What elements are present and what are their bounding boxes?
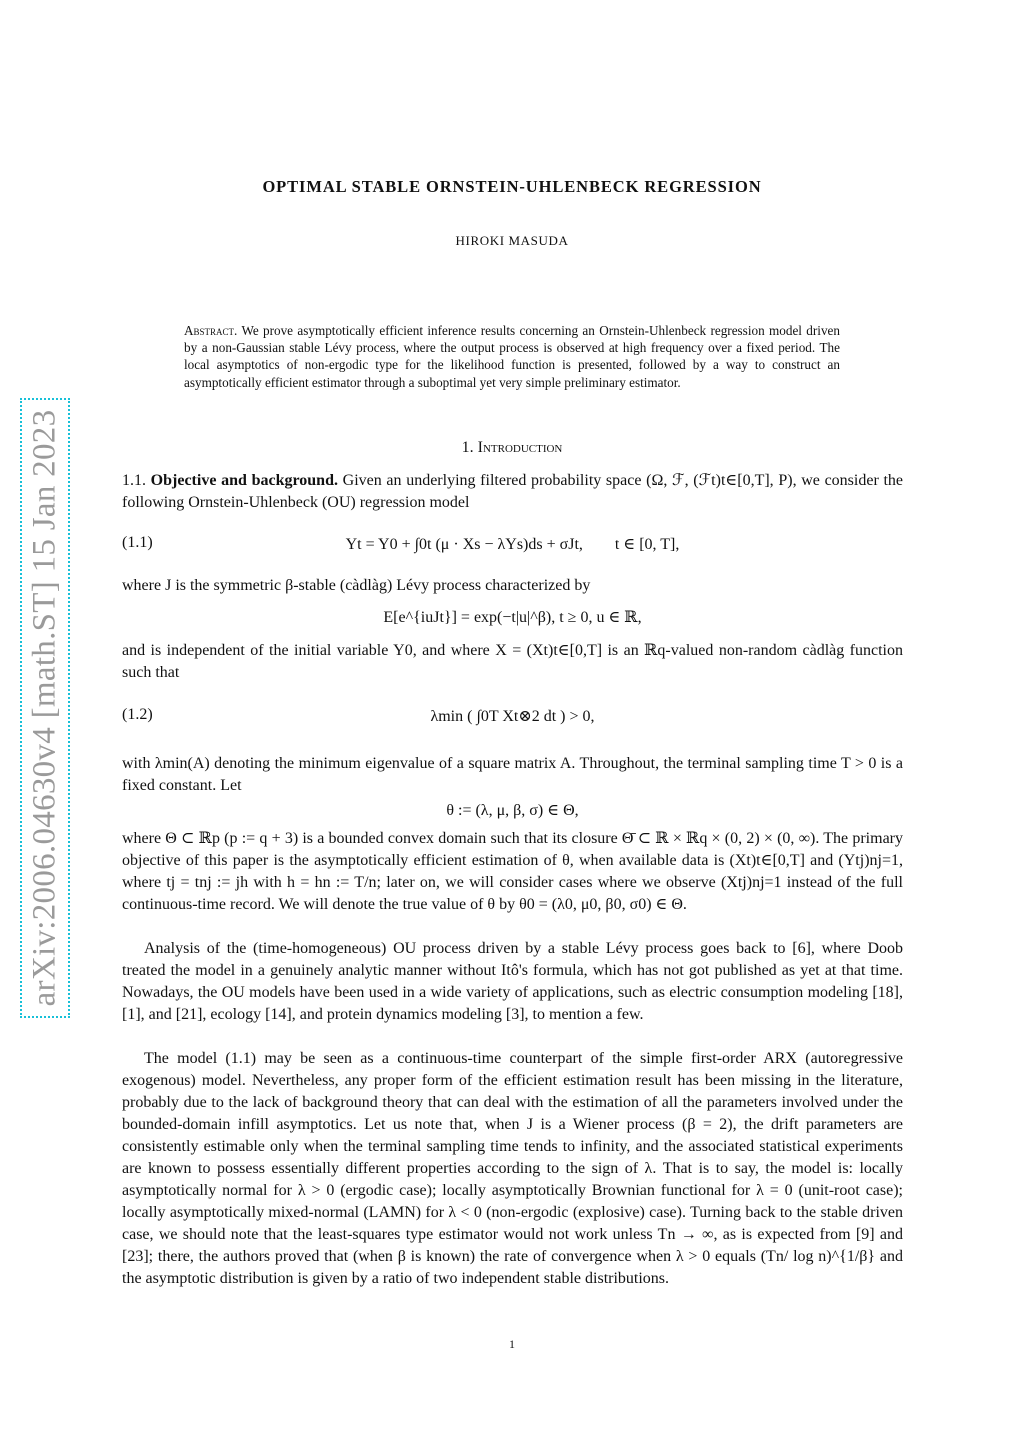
equation-theta-body: θ := (λ, μ, β, σ) ∈ Θ, <box>446 802 579 819</box>
paragraph-2-text: Analysis of the (time-homogeneous) OU process driven by a stable Lévy process goes back to [6], where Doob treated the model in a genuinely analytic manner without Itô's formula, which has not got published as yet at that time. Nowadays, the OU models have been used in a wide variety of applications, such as electric consumption modeling [18], [1], and [21], ecology [14], and protein dynamics modeling [3], to mention a few. <box>122 940 903 1023</box>
abstract-text: We prove asymptotically efficient inference results concerning an Ornstein-Uhlenbeck regression model driven by a non-Gaussian stable Lévy process, where the output process is observed at high frequency over a fixed period. The local asymptotics of non-ergodic type for the likelihood function is presented, followed by a way to construct an asymptotically efficient estimator through a suboptimal yet very simple preliminary estimator. <box>184 323 840 390</box>
abstract-label: Abstract. <box>184 323 238 338</box>
equation-characteristic-body: E[e^{iuJt}] = exp(−t|u|^β), t ≥ 0, u ∈ ℝ, <box>383 609 642 626</box>
equation-1-1-label: (1.1) <box>122 534 153 551</box>
paragraph-1d-text: with λmin(A) denoting the minimum eigenvalue of a square matrix A. Throughout, the terminal sampling time T > 0 is a fixed constant. Let <box>122 755 903 794</box>
subsection-title: Objective and background. <box>150 472 338 489</box>
paragraph-1b <box>122 575 903 597</box>
section-number: 1. <box>461 439 474 456</box>
paragraph-1d <box>122 753 903 797</box>
paragraph-3 <box>122 1048 903 1290</box>
equation-1-2-label: (1.2) <box>122 706 153 723</box>
section-heading <box>0 439 1024 457</box>
equation-1-1-lhs: Yt = Y0 + ∫0t (μ · Xs − λYs)ds + σJt, <box>345 536 583 553</box>
paragraph-1c <box>122 640 903 684</box>
paragraph-1e-text: where Θ ⊂ ℝp (p := q + 3) is a bounded convex domain such that its closure Θ̄ ⊂ ℝ × ℝq × (0, 2) × (0, ∞). The primary objective of this paper is the asymptotically efficient estimation of θ, when available data is (Xt)t∈[0,T] and (Ytj)nj=1, where tj = tnj := jh with h = hn := T/n; later on, we will consider cases where we observe (Xtj)nj=1 instead of the full continuous-time record. We will denote the true value of θ by θ0 = (λ0, μ0, β0, σ0) ∈ Θ. <box>122 830 903 913</box>
equation-1-1-body <box>122 534 903 554</box>
equation-1-1 <box>122 534 903 574</box>
abstract <box>184 322 840 391</box>
section-title: Introduction <box>477 439 563 456</box>
paragraph-3-text: The model (1.1) may be seen as a continuous-time counterpart of the simple first-order ARX (autoregressive exogenous) model. Nevertheless, any proper form of the efficient estimation result has been missing in the literature, probably due to the lack of background theory that can deal with the estimation of all the parameters involved under the bounded-domain infill asymptotics. Let us note that, when J is a Wiener process (β = 2), the drift parameters are consistently estimable only when the terminal sampling time tends to infinity, and the associated statistical experiments are known to possess essentially different properties according to the sign of λ. That is to say, the model is: locally asymptotically normal for λ > 0 (ergodic case); locally asymptotically Brownian functional for λ = 0 (unit-root case); locally asymptotically mixed-normal (LAMN) for λ < 0 (non-ergodic (explosive) case). Turning back to the stable driven case, we should note that the least-squares type estimator would not work unless Tn → ∞, as is expected from [9] and [23]; there, the authors proved that (when β is known) the rate of convergence when λ > 0 equals (Tn/ log n)^{1/β} and the asymptotic distribution is given by a ratio of two independent stable distributions. <box>122 1050 903 1287</box>
equation-1-2-body: λmin ( ∫0T Xt⊗2 dt ) > 0, <box>430 708 595 725</box>
arxiv-stamp[interactable] <box>20 398 70 1018</box>
paragraph-1b-text: where J is the symmetric β-stable (càdlàg) Lévy process characterized by <box>122 577 591 594</box>
equation-1-1-domain: t ∈ [0, T], <box>614 536 680 553</box>
paragraph-2 <box>122 938 903 1026</box>
page-number: 1 <box>509 1337 515 1351</box>
arxiv-stamp-text: arXiv:2006.04630v4 [math.ST] 15 Jan 2023 <box>26 409 63 1007</box>
paper-title: OPTIMAL STABLE ORNSTEIN-UHLENBECK REGRESSION <box>262 177 762 196</box>
paragraph-1c-text: and is independent of the initial variable Y0, and where X = (Xt)t∈[0,T] is an ℝq-valued non-random càdlàg function such that <box>122 642 903 681</box>
paper-author: HIROKI MASUDA <box>455 233 569 248</box>
subsection-number: 1.1. <box>122 472 146 489</box>
paragraph-1e <box>122 828 903 916</box>
paragraph-1a-text: Given an underlying filtered probability space (Ω, ℱ, (ℱt)t∈[0,T], P), we consider the following Ornstein-Uhlenbeck (OU) regression model <box>122 472 903 511</box>
paragraph-1a <box>122 470 903 514</box>
